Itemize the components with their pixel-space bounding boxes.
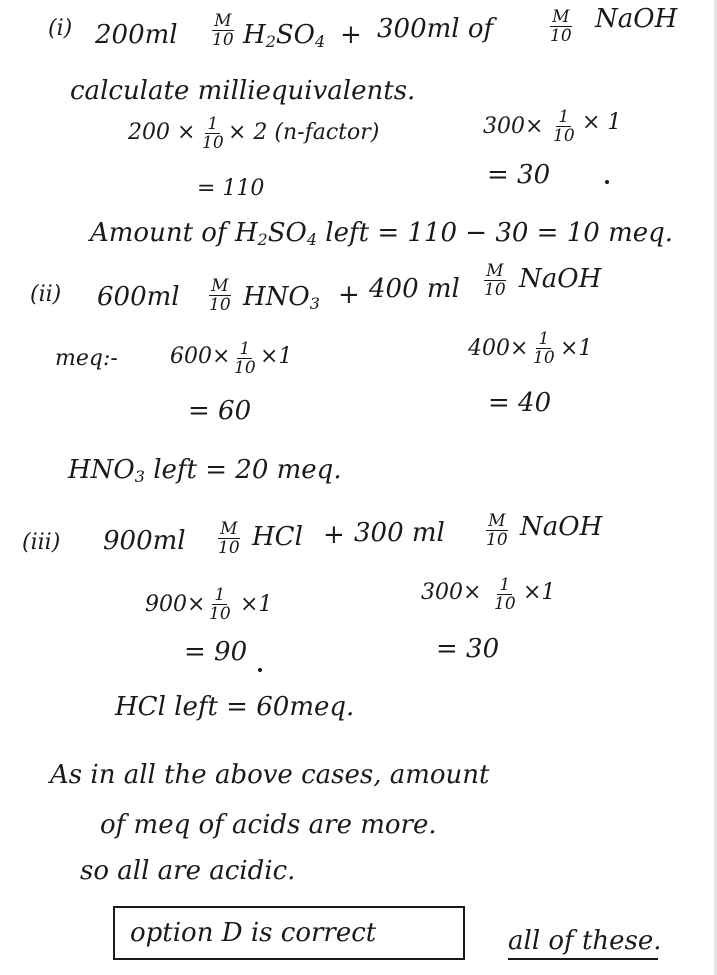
case3-acid-calc-b: ×1 (240, 592, 273, 617)
case1-base-molarity-den: 10 (550, 26, 572, 46)
case3-acid-molarity: $\frac{M}{10}$ (218, 519, 240, 558)
case1-acid-volume: 200ml (95, 20, 178, 50)
case1-instruction: calculate milliequivalents. (70, 76, 416, 106)
case1-base-volume: 300ml of (377, 14, 494, 44)
case1-base-molarity-num: M (552, 7, 570, 27)
case1-acid-molarity-den: 10 (212, 30, 234, 50)
case1-leftover: Amount of $H_2SO_4$ left = 110 − 30 = 10 meq. (90, 218, 674, 249)
answer-note: all of these. (508, 926, 662, 956)
case3-base-result: = 30 (436, 634, 500, 664)
case2-label: (ii) (30, 282, 62, 307)
case2-base-formula: NaOH (519, 264, 602, 294)
case3-acid-result: = 90 (184, 637, 248, 667)
case3-label: (iii) (22, 530, 61, 555)
case1-acid-formula: $H_2SO_4$ (243, 20, 326, 51)
case2-base-calc-a: 400× (468, 336, 529, 361)
case1-acid-calc-frac: $\frac{1}{10}$ (202, 114, 224, 153)
case1-label: (i) (48, 16, 73, 41)
case2-plus: + (338, 280, 360, 310)
case2-base-molarity: $\frac{M}{10}$ (484, 261, 506, 300)
case3-base-calc-a: 300× (421, 580, 482, 605)
case1-base-result: = 30 (487, 160, 551, 190)
conclusion-line-2: of meq of acids are more. (100, 810, 437, 840)
case2-base-calc-frac: $\frac{1}{10}$ (533, 329, 555, 368)
case2-leftover: $HNO_3$ left = 20 meq. (68, 455, 342, 486)
case1-base-formula: NaOH (595, 4, 678, 34)
case2-acid-calc-b: ×1 (260, 344, 293, 369)
case1-acid-result: = 110 (197, 176, 265, 201)
case3-ink-dot (258, 668, 262, 672)
case3-base-molarity: $\frac{M}{10}$ (486, 511, 508, 550)
case1-acid-calc-b: × 2 (n-factor) (228, 120, 380, 145)
case2-base-volume: 400 ml (369, 274, 460, 304)
case2-acid-calc-a: 600× (170, 344, 231, 369)
answer-text: option D is correct (130, 918, 377, 948)
case2-acid-result: = 60 (188, 396, 252, 426)
case2-base-result: = 40 (488, 388, 552, 418)
answer-note-underline (508, 958, 658, 960)
case3-base-formula: NaOH (520, 512, 603, 542)
case1-acid-calc-a: 200 × (128, 120, 196, 145)
case3-acid-volume: 900ml (103, 526, 186, 556)
case2-acid-volume: 600ml (97, 282, 180, 312)
case1-base-molarity (548, 8, 574, 45)
case1-base-calc-a: 300× (483, 114, 544, 139)
case3-base-calc-b: ×1 (523, 580, 556, 605)
case2-meq-label: meq:- (55, 346, 118, 371)
case1-base-calc-frac: $\frac{1}{10}$ (553, 107, 575, 146)
case3-acid-calc-frac: $\frac{1}{10}$ (209, 585, 231, 624)
case3-base-volume: 300 ml (354, 518, 445, 548)
case3-base-calc-frac: $\frac{1}{10}$ (494, 575, 516, 614)
case3-plus: + (323, 520, 345, 550)
case1-acid-molarity-num: M (214, 11, 232, 31)
case3-leftover: HCl left = 60meq. (115, 692, 355, 722)
case2-acid-molarity: $\frac{M}{10}$ (209, 276, 231, 315)
case1-acid-molarity (210, 12, 236, 49)
case3-acid-calc-a: 900× (145, 592, 206, 617)
conclusion-line-3: so all are acidic. (80, 856, 296, 886)
case1-ink-dot (605, 180, 609, 184)
case1-plus: + (340, 20, 362, 50)
case2-acid-formula: $HNO_3$ (243, 282, 320, 313)
case2-acid-calc-frac: $\frac{1}{10}$ (234, 339, 256, 378)
case3-acid-formula: HCl (252, 522, 303, 552)
case2-base-calc-b: ×1 (560, 336, 593, 361)
conclusion-line-1: As in all the above cases, amount (50, 760, 490, 790)
case1-base-calc-b: × 1 (582, 110, 622, 135)
